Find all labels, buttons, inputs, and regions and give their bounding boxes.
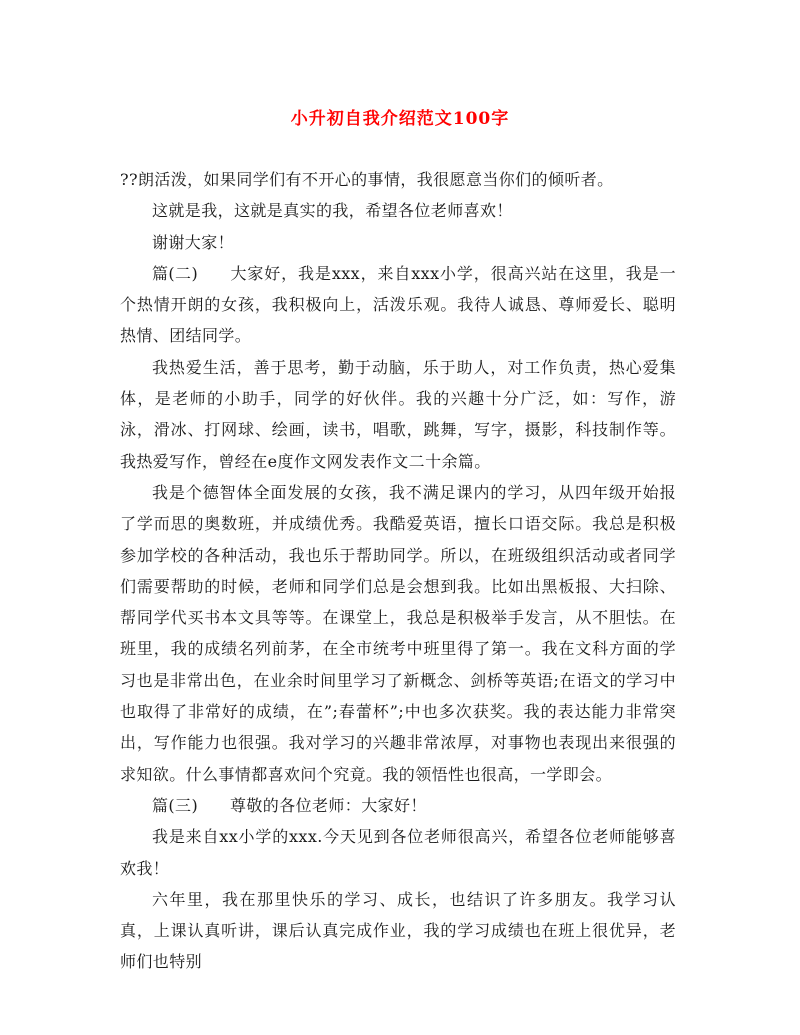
paragraph: 谢谢大家！	[152, 232, 235, 252]
section-label: 篇(二)	[152, 263, 199, 283]
section-label: 篇(三)	[152, 795, 199, 815]
paragraph	[120, 258, 676, 352]
paragraph: 我是来自xx小学的xxx.今天见到各位老师很高兴，希望各位老师能够喜欢我！	[120, 827, 676, 878]
paragraph: 六年里，我在那里快乐的学习、成长，也结识了许多朋友。我学习认真，上课认真听讲，课后认真完成作业，我的学习成绩也在班上很优异，老师们也特别	[120, 889, 676, 972]
paragraph-text: 尊敬的各位老师：大家好！	[230, 795, 427, 815]
paragraph	[120, 790, 676, 821]
document-title: 小升初自我介绍范文100字	[290, 109, 510, 129]
paragraph: 我热爱生活，善于思考，勤于动脑，乐于助人，对工作负责，热心爱集体，是老师的小助手，同学的好伙伴。我的兴趣十分广泛，如：写作，游泳，滑冰、打网球、绘画，读书，唱歌，跳舞，写字，摄影，科技制作等。我热爱写作，曾经在e度作文网发表作文二十余篇。	[120, 357, 676, 471]
paragraph-text: 大家好，我是xxx，来自xxx小学，很高兴站在这里，我是一个热情开朗的女孩，我积极向上，活泼乐观。我待人诚恳、尊师爱长、聪明热情、团结同学。	[120, 263, 676, 346]
document-body	[120, 164, 676, 978]
paragraph: 我是个德智体全面发展的女孩，我不满足课内的学习，从四年级开始报了学而思的奥数班，并成绩优秀。我酷爱英语，擅长口语交际。我总是积极参加学校的各种活动，我也乐于帮助同学。所以，在班级组织活动或者同学们需要帮助的时候，老师和同学们总是会想到我。比如出黑板报、大扫除、帮同学代买书本文具等等。在课堂上，我总是积极举手发言，从不胆怯。在班里，我的成绩名列前茅，在全市统考中班里得了第一。我在文科方面的学习也是非常出色，在业余时间里学习了新概念、剑桥等英语;在语文的学习中也取得了非常好的成绩，在”;春蕾杯”;中也多次获奖。我的表达能力非常突出，写作能力也很强。我对学习的兴趣非常浓厚，对事物也表现出来很强的求知欲。什么事情都喜欢问个究竟。我的领悟性也很高，一学即会。	[120, 482, 676, 784]
paragraph: ??朗活泼，如果同学们有不开心的事情，我很愿意当你们的倾听者。	[120, 170, 614, 189]
paragraph: 这就是我，这就是真实的我，希望各位老师喜欢！	[152, 201, 513, 221]
